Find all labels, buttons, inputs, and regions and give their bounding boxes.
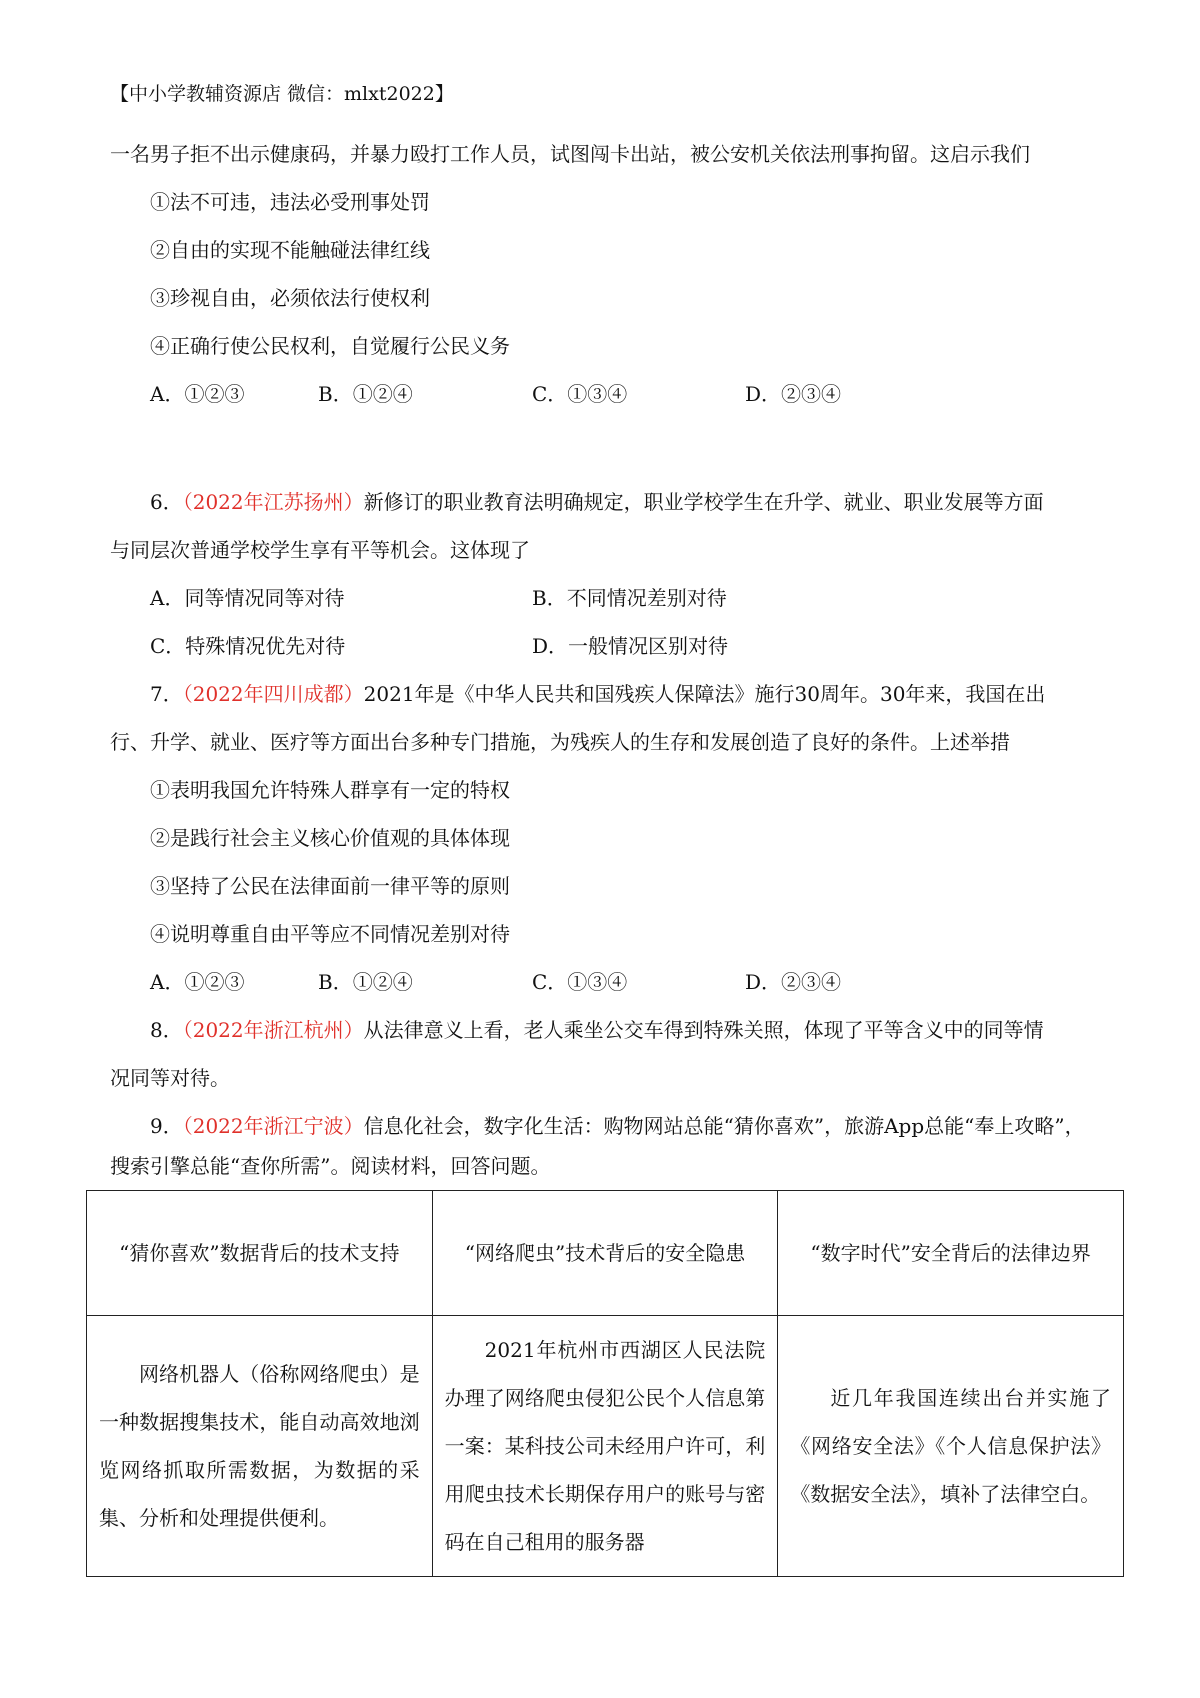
q6-option-d: D．一般情况区别对待 bbox=[532, 634, 729, 658]
q8-number: 8． bbox=[150, 1018, 183, 1042]
q8-stem-line1 bbox=[150, 1016, 1044, 1044]
q5-option-c: C．①③④ bbox=[532, 382, 628, 406]
q7-item-3: ③坚持了公民在法律面前一律平等的原则 bbox=[150, 874, 510, 898]
q6-number: 6． bbox=[150, 490, 183, 514]
table-cell: 近几年我国连续出台并实施了《网络安全法》《个人信息保护法》《数据安全法》，填补了法律空白。 bbox=[778, 1316, 1124, 1577]
table-header-cell: “数字时代”安全背后的法律边界 bbox=[778, 1191, 1124, 1316]
q8-stem-text1: 从法律意义上看，老人乘坐公交车得到特殊关照，体现了平等含义中的同等情 bbox=[363, 1018, 1044, 1042]
q6-source: （2022年江苏扬州） bbox=[182, 490, 364, 514]
q7-stem-text1: 2021年是《中华人民共和国残疾人保障法》施行30周年。30年来，我国在出 bbox=[363, 682, 1046, 706]
q6-option-b: B．不同情况差别对待 bbox=[532, 586, 727, 610]
q9-stem-line2: 搜索引擎总能“查你所需”。阅读材料，回答问题。 bbox=[110, 1154, 551, 1178]
q8-stem-line2: 况同等对待。 bbox=[110, 1066, 230, 1090]
table-row bbox=[87, 1316, 1124, 1577]
q7-option-c: C．①③④ bbox=[532, 970, 628, 994]
q5-item-2: ②自由的实现不能触碰法律红线 bbox=[150, 238, 430, 262]
q9-source: （2022年浙江宁波） bbox=[182, 1114, 364, 1138]
table-header-cell: “猜你喜欢”数据背后的技术支持 bbox=[87, 1191, 433, 1316]
q5-option-a: A．①②③ bbox=[150, 382, 245, 406]
q7-option-a: A．①②③ bbox=[150, 970, 245, 994]
q7-option-d: D．②③④ bbox=[745, 970, 842, 994]
q9-stem-text1: 信息化社会，数字化生活：购物网站总能“猜你喜欢”，旅游App总能“奉上攻略”， bbox=[363, 1114, 1085, 1138]
q7-option-b: B．①②④ bbox=[318, 970, 413, 994]
q5-stem: 一名男子拒不出示健康码，并暴力殴打工作人员，试图闯卡出站，被公安机关依法刑事拘留。这启示我们 bbox=[110, 142, 1030, 166]
q8-source: （2022年浙江杭州） bbox=[182, 1018, 364, 1042]
q6-option-a: A．同等情况同等对待 bbox=[150, 586, 345, 610]
q7-number: 7． bbox=[150, 682, 183, 706]
page-header: 【中小学教辅资源店 微信：mlxt2022】 bbox=[110, 83, 454, 105]
q7-item-2: ②是践行社会主义核心价值观的具体体现 bbox=[150, 826, 510, 850]
material-table bbox=[86, 1190, 1124, 1577]
q9-number: 9． bbox=[150, 1114, 183, 1138]
q7-stem-line2: 行、升学、就业、医疗等方面出台多种专门措施，为残疾人的生存和发展创造了良好的条件。上述举措 bbox=[110, 730, 1010, 754]
q5-option-d: D．②③④ bbox=[745, 382, 842, 406]
table-cell: 网络机器人（俗称网络爬虫）是一种数据搜集技术，能自动高效地浏览网络抓取所需数据，为数据的采集、分析和处理提供便利。 bbox=[87, 1316, 433, 1577]
q6-stem-text1: 新修订的职业教育法明确规定，职业学校学生在升学、就业、职业发展等方面 bbox=[363, 490, 1044, 514]
q7-item-4: ④说明尊重自由平等应不同情况差别对待 bbox=[150, 922, 510, 946]
table-header-cell: “网络爬虫”技术背后的安全隐患 bbox=[432, 1191, 778, 1316]
q7-item-1: ①表明我国允许特殊人群享有一定的特权 bbox=[150, 778, 510, 802]
q5-item-4: ④正确行使公民权利，自觉履行公民义务 bbox=[150, 334, 510, 358]
q5-item-3: ③珍视自由，必须依法行使权利 bbox=[150, 286, 430, 310]
q9-stem-line1 bbox=[150, 1112, 1085, 1140]
table-header-row bbox=[87, 1191, 1124, 1316]
q5-item-1: ①法不可违，违法必受刑事处罚 bbox=[150, 190, 430, 214]
q5-option-b: B．①②④ bbox=[318, 382, 413, 406]
q7-stem-line1 bbox=[150, 680, 1045, 708]
q6-option-c: C．特殊情况优先对待 bbox=[150, 634, 346, 658]
q7-source: （2022年四川成都） bbox=[182, 682, 364, 706]
q6-stem-line1 bbox=[150, 488, 1044, 516]
table-cell: 2021年杭州市西湖区人民法院办理了网络爬虫侵犯公民个人信息第一案：某科技公司未经用户许可，利用爬虫技术长期保存用户的账号与密码在自己租用的服务器 bbox=[432, 1316, 778, 1577]
q6-stem-line2: 与同层次普通学校学生享有平等机会。这体现了 bbox=[110, 538, 530, 562]
